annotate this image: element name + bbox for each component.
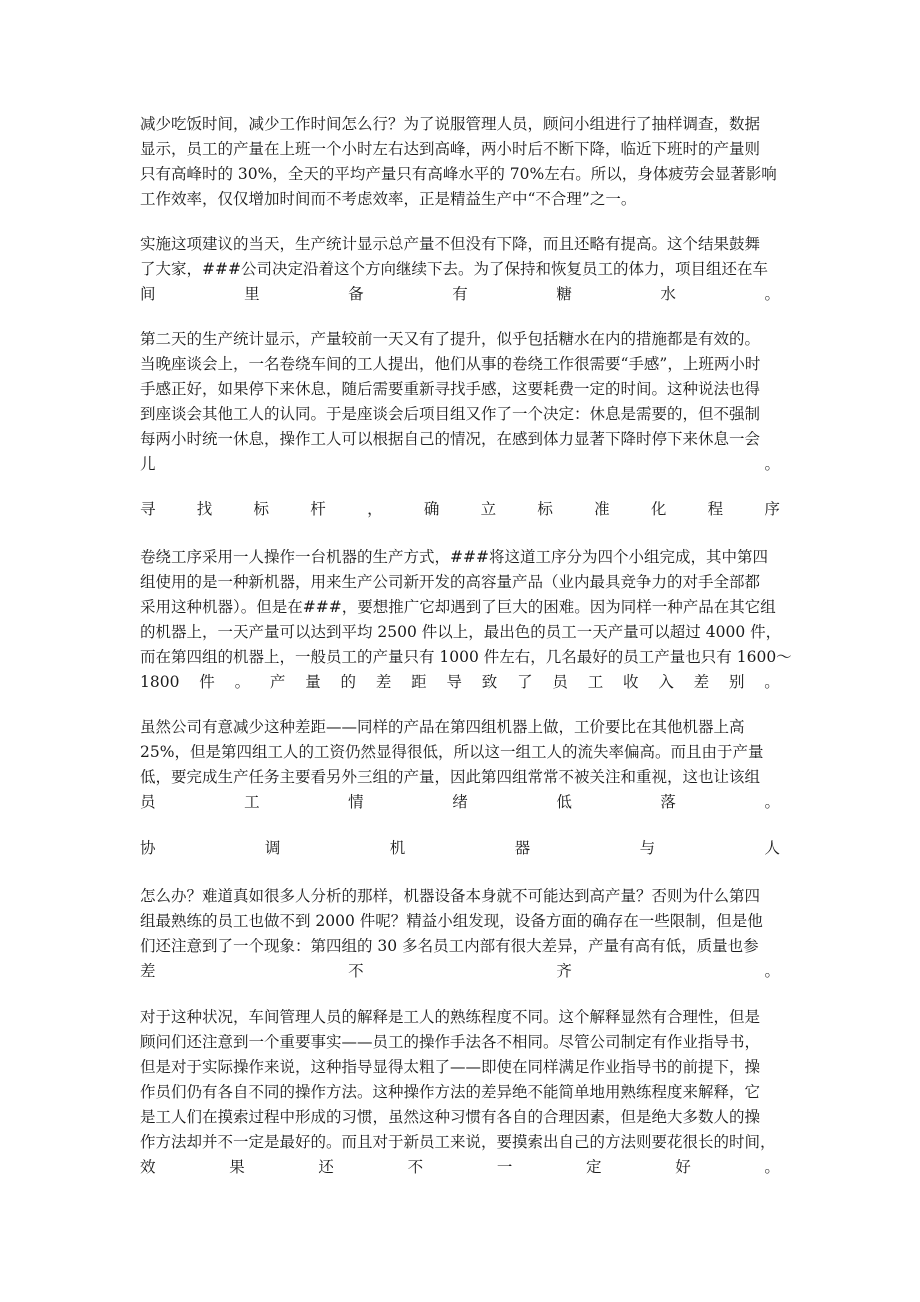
text-line: 们还注意到了一个现象：第四组的 30 多名员工内部有很大差异，产量有高有低，质量也参 <box>140 937 759 955</box>
text-token: 备 <box>348 285 364 303</box>
text-line: 只有高峰时的 30%，全天的平均产量只有高峰水平的 70%左右。所以，身体疲劳会显著影响 <box>140 165 777 183</box>
justified-line <box>140 959 780 984</box>
text-token: 差 <box>693 673 710 691</box>
text-token: 人 <box>764 839 780 857</box>
text-line: 实施这项建议的当天，生产统计显示总产量不但没有下降，而且还略有提高。这个结果鼓舞 <box>140 235 761 253</box>
text-token: 效 <box>140 1158 156 1176</box>
text-token: 儿 <box>140 455 156 473</box>
text-line: 卷绕工序采用一人操作一台机器的生产方式，###将这道工序分为四个小组完成，其中第四 <box>140 548 768 566</box>
text-line: 了大家，###公司决定沿着这个方向继续下去。为了保持和恢复员工的体力，项目组还在车 <box>140 260 768 278</box>
text-token: 产 <box>269 673 286 691</box>
text-token: 致 <box>481 673 498 691</box>
text-token: 确 <box>423 500 440 518</box>
text-line: 但是对于实际操作来说，这种指导显得太粗了——即使在同样满足作业指导书的前提下，操 <box>140 1058 761 1076</box>
text-token: 收 <box>623 673 639 691</box>
text-line: 显示，员工的产量在上班一个小时左右达到高峰，两小时后不断下降，临近下班时的产量则 <box>140 140 761 158</box>
text-token: 间 <box>140 285 156 303</box>
paragraph-1 <box>140 112 780 212</box>
text-line: 作方法却并不一定是最好的。而且对于新员工来说，要摸索出自己的方法则要花很长的时间， <box>140 1133 776 1151</box>
text-token: 。 <box>764 673 780 691</box>
text-token: 果 <box>229 1158 245 1176</box>
text-token: 。 <box>764 455 780 473</box>
text-token: 里 <box>244 285 260 303</box>
text-token: 标 <box>537 500 553 518</box>
text-token: 协 <box>140 839 156 857</box>
text-token: 了 <box>517 673 533 691</box>
paragraph-2 <box>140 232 780 307</box>
paragraph-5 <box>140 715 780 815</box>
text-line: 顾问们还注意到一个重要事实——员工的操作手法各不相同。尽管公司制定有作业指导书， <box>140 1033 761 1051</box>
text-token: 差 <box>140 962 156 980</box>
text-token: 不 <box>407 1158 424 1176</box>
heading-line <box>140 497 780 522</box>
text-token: 别 <box>728 673 745 691</box>
text-token: 机 <box>389 839 406 857</box>
text-token: 调 <box>264 839 281 857</box>
text-token: ， <box>367 500 383 518</box>
text-line: 到座谈会其他工人的认同。于是座谈会后项目组又作了一个决定：休息是需要的，但不强制 <box>140 405 761 423</box>
text-token: 器 <box>514 839 531 857</box>
text-token: 。 <box>764 285 780 303</box>
text-token: 导 <box>446 673 462 691</box>
text-token: 序 <box>764 500 780 518</box>
text-token: 水 <box>660 285 676 303</box>
text-token: 。 <box>764 793 780 811</box>
justified-line <box>140 282 780 307</box>
text-line: 每两小时统一休息，操作工人可以根据自己的情况，在感到体力显著下降时停下来休息一会 <box>140 430 761 448</box>
text-token: 不 <box>348 962 364 980</box>
text-token: 绪 <box>452 793 468 811</box>
text-line: 对于这种状况，车间管理人员的解释是工人的熟练程度不同。这个解释显然有合理性，但是 <box>140 1008 761 1026</box>
text-token: 件 <box>199 673 215 691</box>
text-token: 找 <box>196 500 213 518</box>
text-line: 组最熟练的员工也做不到 2000 件呢？精益小组发现，设备方面的确存在一些限制，但是他 <box>140 912 763 930</box>
paragraph-7 <box>140 1005 780 1180</box>
text-token: 的 <box>340 673 357 691</box>
text-token: 。 <box>764 962 780 980</box>
text-token: 差 <box>375 673 392 691</box>
text-line: 减少吃饭时间，减少工作时间怎么行？为了说服管理人员，顾问小组进行了抽样调查，数据 <box>140 115 761 133</box>
justified-line <box>140 790 780 815</box>
text-token: 工 <box>587 673 604 691</box>
text-token: 还 <box>318 1158 334 1176</box>
justified-line <box>140 1155 780 1180</box>
justified-line <box>140 670 780 695</box>
text-token: 化 <box>650 500 667 518</box>
text-token: 与 <box>639 839 656 857</box>
section-heading-2 <box>140 836 780 861</box>
text-token: 标 <box>253 500 270 518</box>
text-line: 怎么办？难道真如很多人分析的那样，机器设备本身就不可能达到高产量？否则为什么第四 <box>140 887 761 905</box>
text-line: 是工人们在摸索过程中形成的习惯，虽然这种习惯有各自的合理因素，但是绝大多数人的操 <box>140 1108 761 1126</box>
text-token: 一 <box>496 1158 513 1176</box>
text-line: 25%，但是第四组工人的工资仍然显得很低，所以这一组工人的流失率偏高。而且由于产量 <box>140 743 764 761</box>
text-token: 员 <box>140 793 156 811</box>
text-line: 组使用的是一种新机器，用来生产公司新开发的高容量产品（业内最具竞争力的对手全部都 <box>140 573 761 591</box>
paragraph-6 <box>140 884 780 984</box>
heading-line <box>140 836 780 861</box>
text-line: 虽然公司有意减少这种差距——同样的产品在第四组机器上做，工价要比在其他机器上高 <box>140 718 745 736</box>
text-token: 1800 <box>140 673 180 691</box>
text-token: 好 <box>675 1158 691 1176</box>
text-line: 手感正好，如果停下来休息，随后需要重新寻找手感，这要耗费一定的时间。这种说法也得 <box>140 380 761 398</box>
justified-line <box>140 452 780 477</box>
text-line: 的机器上，一天产量可以达到平均 2500 件以上，最出色的员工一天产量可以超过 4000 件， <box>140 623 782 641</box>
text-line: 低，要完成生产任务主要看另外三组的产量，因此第四组常常不被关注和重视，这也让该组 <box>140 768 761 786</box>
text-token: 工 <box>244 793 260 811</box>
text-token: 距 <box>411 673 427 691</box>
text-token: 杆 <box>310 500 326 518</box>
text-token: 员 <box>552 673 568 691</box>
paragraph-4 <box>140 545 792 695</box>
text-token: 量 <box>305 673 321 691</box>
text-line: 当晚座谈会上，一名卷绕车间的工人提出，他们从事的卷绕工作很需要“手感”，上班两小时 <box>140 355 761 373</box>
text-token: 情 <box>348 793 364 811</box>
text-line: 第二天的生产统计显示，产量较前一天又有了提升，似乎包括糖水在内的措施都是有效的。 <box>140 330 761 348</box>
text-token: 有 <box>452 285 468 303</box>
text-token: 准 <box>594 500 610 518</box>
text-token: 立 <box>480 500 497 518</box>
text-token: 。 <box>234 673 251 691</box>
text-token: 程 <box>707 500 724 518</box>
text-token: 。 <box>764 1158 780 1176</box>
paragraph-3 <box>140 327 780 477</box>
text-token: 定 <box>586 1158 602 1176</box>
text-token: 入 <box>658 673 674 691</box>
text-token: 齐 <box>556 962 572 980</box>
text-token: 糖 <box>556 285 572 303</box>
text-line: 工作效率，仅仅增加时间而不考虑效率，正是精益生产中“不合理”之一。 <box>140 190 637 208</box>
text-line: 采用这种机器）。但是在###，要想推广它却遇到了巨大的困难。因为同样一种产品在其它组 <box>140 598 776 616</box>
text-token: 低 <box>556 793 572 811</box>
text-line: 作员们仍有各自不同的操作方法。这种操作方法的差异绝不能简单地用熟练程度来解释，它 <box>140 1083 761 1101</box>
section-heading-1 <box>140 497 780 522</box>
text-token: 寻 <box>140 500 156 518</box>
text-token: 落 <box>660 793 676 811</box>
text-line: 而在第四组的机器上，一般员工的产量只有 1000 件左右，几名最好的员工产量也只有 1600～ <box>140 648 792 666</box>
